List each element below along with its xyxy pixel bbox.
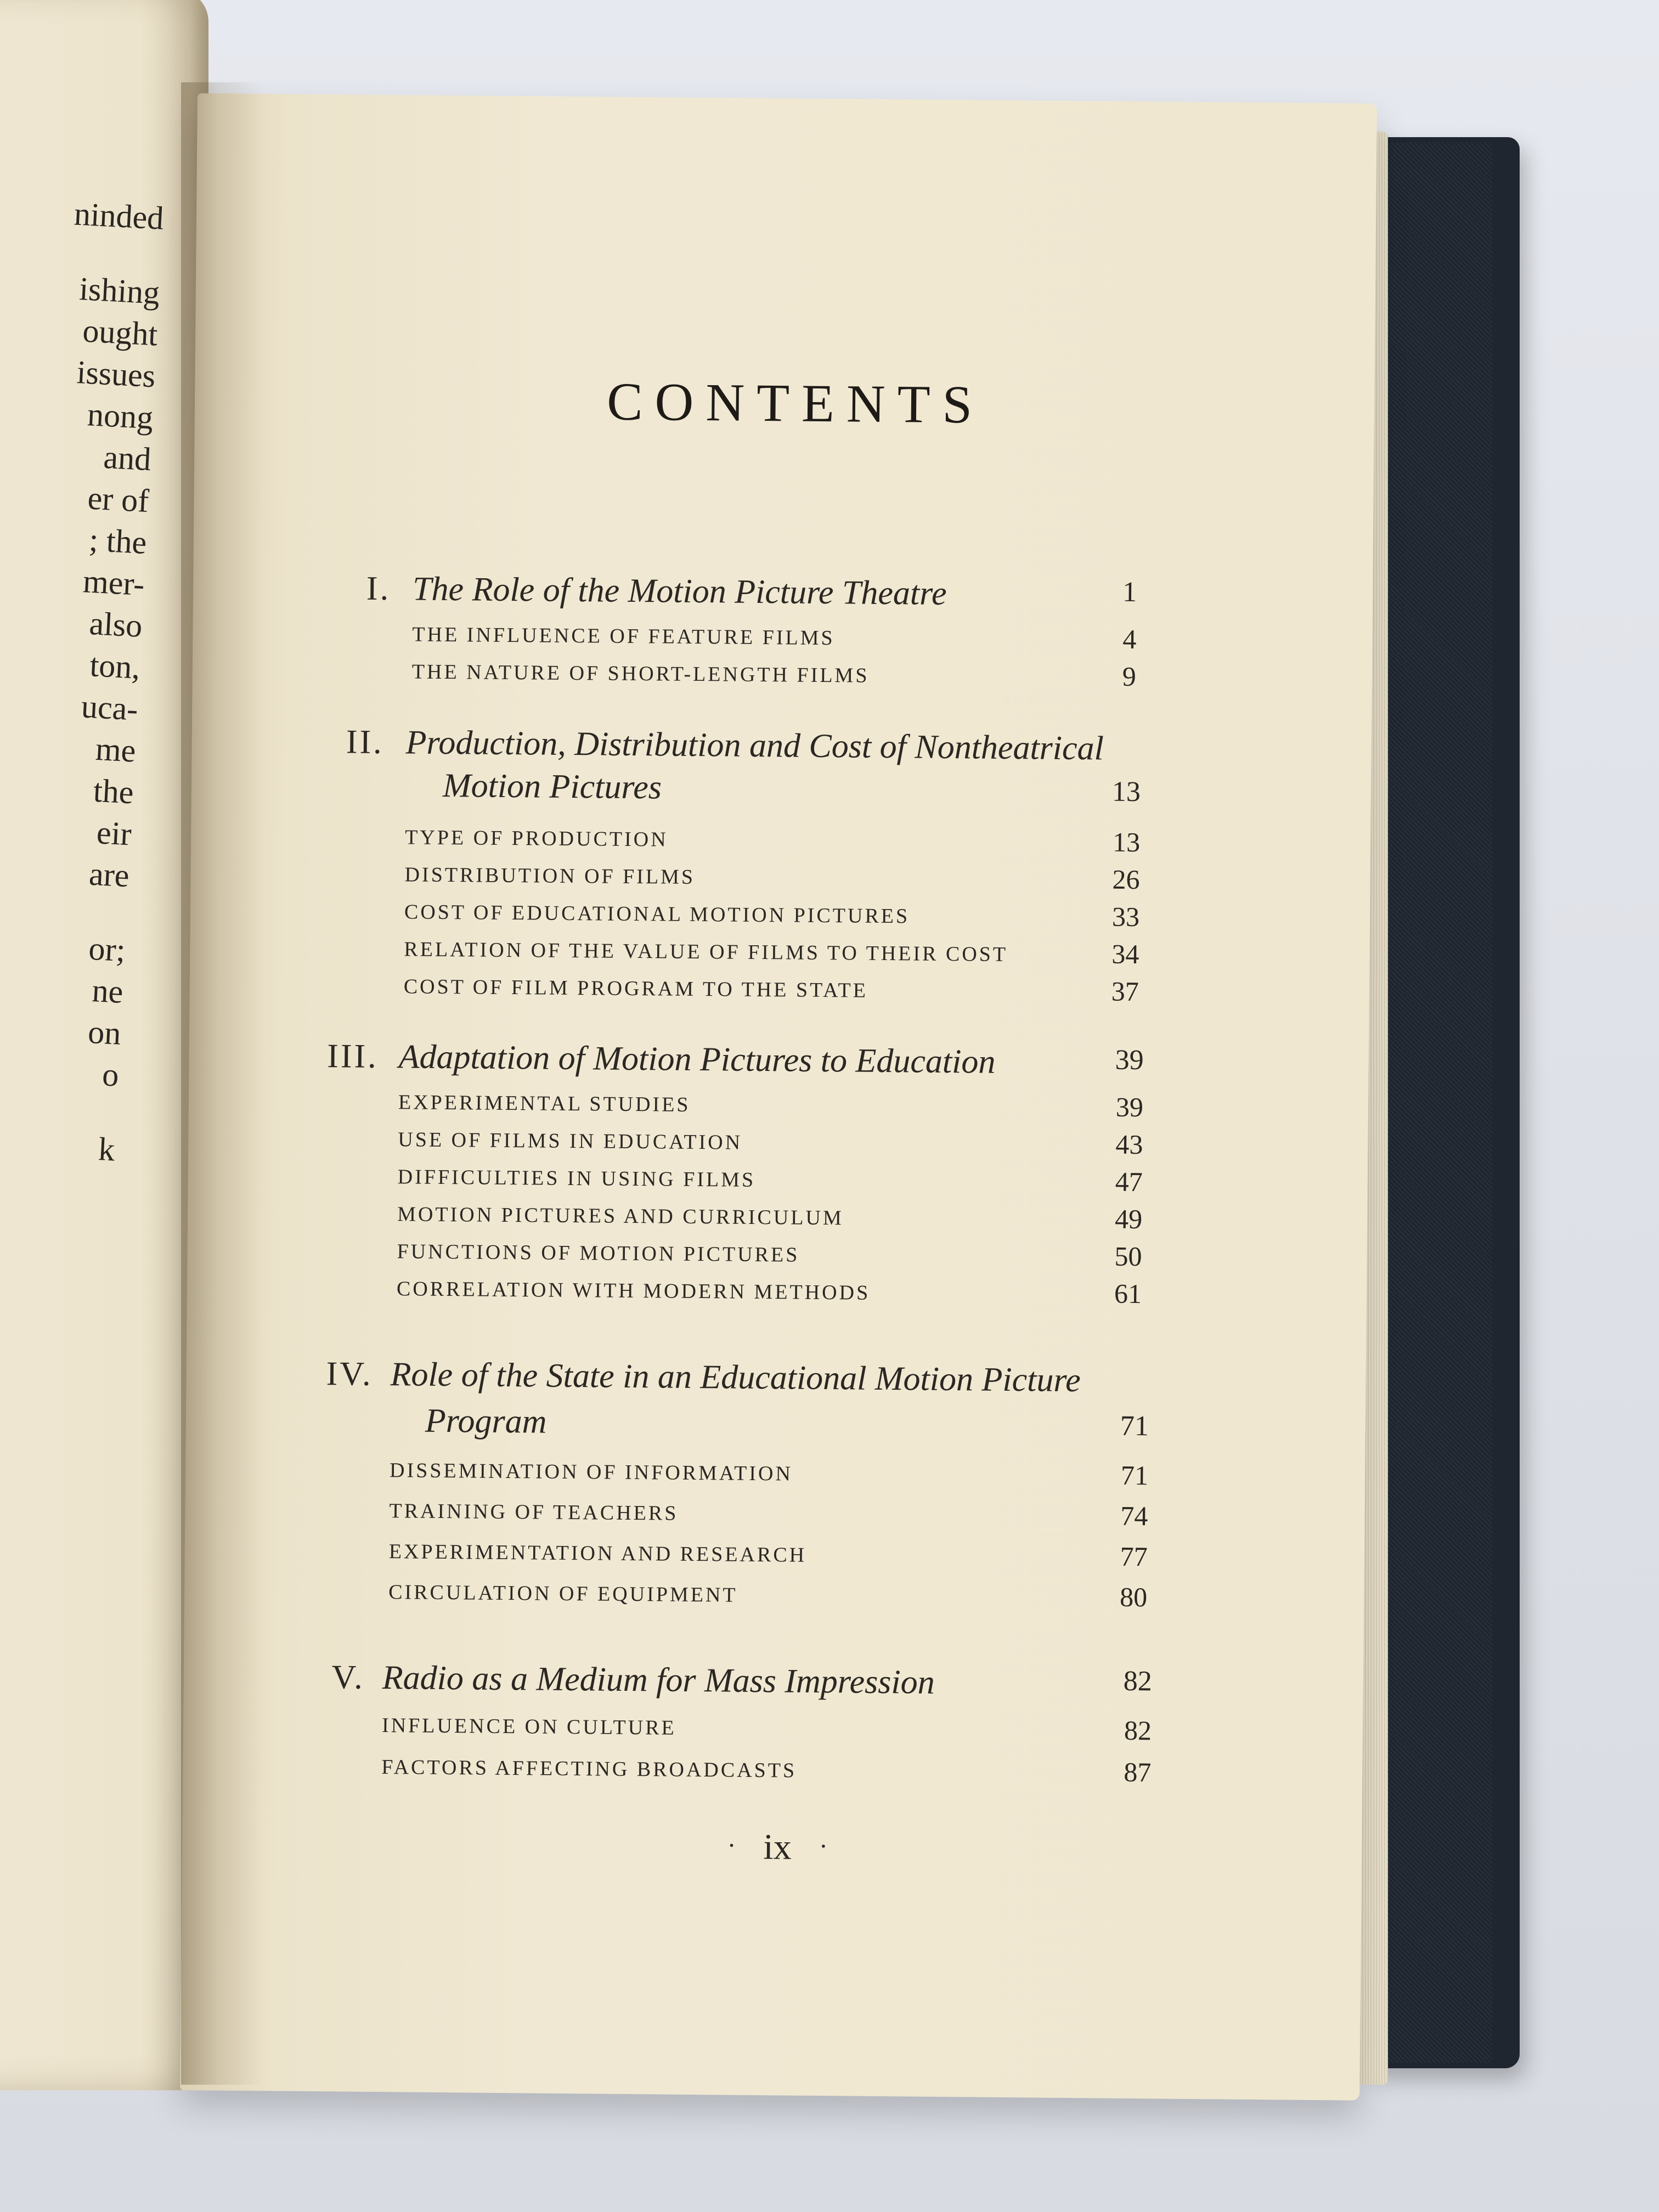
right-page bbox=[180, 93, 1377, 2101]
left-page-line: eir bbox=[95, 814, 132, 853]
chapter-page-number: 1 bbox=[1122, 576, 1137, 608]
left-page-line: ishing bbox=[78, 270, 161, 311]
section-label: DIFFICULTIES IN USING FILMS bbox=[397, 1165, 756, 1192]
folio-dot-right: · bbox=[819, 1832, 828, 1861]
section-label: INFLUENCE ON CULTURE bbox=[381, 1714, 676, 1740]
chapter-numeral: I. bbox=[366, 569, 391, 608]
table-of-contents bbox=[180, 93, 1377, 2101]
chapter-title: The Role of the Motion Picture Theatre bbox=[412, 570, 947, 612]
section-page-number: 4 bbox=[1122, 623, 1137, 654]
left-page-line: ton, bbox=[88, 647, 141, 686]
left-page-line: k bbox=[97, 1131, 116, 1168]
chapter-2 bbox=[189, 721, 1372, 1020]
section-page-number: 61 bbox=[1114, 1278, 1142, 1310]
section-page-number: 26 bbox=[1112, 864, 1140, 895]
chapter-numeral: V. bbox=[331, 1658, 365, 1696]
section-label: FACTORS AFFECTING BROADCASTS bbox=[381, 1756, 797, 1782]
section-label: COST OF FILM PROGRAM TO THE STATE bbox=[403, 975, 868, 1002]
chapter-page-number: 82 bbox=[1123, 1665, 1153, 1697]
section-label: EXPERIMENTAL STUDIES bbox=[398, 1091, 691, 1116]
chapter-title-line2: Program bbox=[425, 1402, 547, 1441]
left-page-line: ought bbox=[81, 312, 159, 353]
section-page-number: 74 bbox=[1120, 1500, 1148, 1532]
chapter-title: Production, Distribution and Cost of Nontheatrical bbox=[405, 724, 1104, 768]
section-page-number: 71 bbox=[1120, 1459, 1149, 1491]
gutter-shadow bbox=[181, 82, 263, 2085]
chapter-4 bbox=[184, 1353, 1366, 1629]
left-page-line: the bbox=[92, 772, 134, 811]
chapter-title: Radio as a Medium for Mass Impression bbox=[382, 1659, 935, 1701]
left-page-line: uca- bbox=[80, 688, 139, 727]
folio-number: ix bbox=[763, 1827, 792, 1867]
section-page-number: 50 bbox=[1114, 1240, 1142, 1272]
section-page-number: 9 bbox=[1122, 661, 1137, 692]
chapter-title-line2: Motion Pictures bbox=[442, 766, 662, 806]
chapter-numeral: II. bbox=[346, 723, 384, 761]
section-label: CORRELATION WITH MODERN METHODS bbox=[396, 1277, 871, 1305]
section-page-number: 49 bbox=[1114, 1203, 1143, 1235]
left-page-line: ne bbox=[91, 972, 124, 1010]
left-page-line: ; the bbox=[88, 521, 148, 561]
section-page-number: 47 bbox=[1115, 1166, 1143, 1198]
chapter-numeral: III. bbox=[326, 1037, 379, 1075]
section-label: CIRCULATION OF EQUIPMENT bbox=[388, 1581, 738, 1607]
left-page-line: issues bbox=[76, 354, 156, 394]
section-page-number: 33 bbox=[1111, 901, 1140, 933]
left-page-line: er of bbox=[86, 479, 150, 520]
section-page-number: 82 bbox=[1124, 1714, 1152, 1746]
book-cover bbox=[1366, 137, 1520, 2068]
chapter-3 bbox=[187, 1036, 1369, 1323]
left-page-gap bbox=[71, 234, 162, 272]
left-page-gap bbox=[37, 892, 128, 929]
section-label: THE INFLUENCE OF FEATURE FILMS bbox=[412, 623, 835, 650]
page-title: CONTENTS bbox=[606, 372, 985, 435]
left-page-text bbox=[24, 193, 165, 1170]
section-label: RELATION OF THE VALUE OF FILMS TO THEIR COST bbox=[404, 938, 1008, 966]
left-page-line: or; bbox=[87, 930, 126, 969]
chapter-page-number: 13 bbox=[1111, 776, 1141, 808]
section-page-number: 87 bbox=[1124, 1756, 1152, 1788]
section-label: THE NATURE OF SHORT-LENGTH FILMS bbox=[411, 660, 870, 687]
folio-dot-left: · bbox=[727, 1831, 736, 1860]
chapter-1 bbox=[192, 568, 1373, 706]
left-page-gap bbox=[26, 1091, 117, 1128]
left-page-line: ninded bbox=[73, 195, 165, 236]
section-page-number: 43 bbox=[1115, 1128, 1143, 1160]
section-label: USE OF FILMS IN EDUCATION bbox=[398, 1128, 743, 1154]
chapter-numeral: IV. bbox=[326, 1355, 373, 1393]
section-label: EXPERIMENTATION AND RESEARCH bbox=[388, 1540, 807, 1567]
section-label: DISTRIBUTION OF FILMS bbox=[404, 863, 696, 889]
left-page-line: on bbox=[87, 1013, 122, 1052]
section-page-number: 77 bbox=[1120, 1541, 1148, 1572]
left-page bbox=[0, 0, 208, 2090]
chapter-page-number: 71 bbox=[1120, 1410, 1149, 1442]
left-page-line: o bbox=[101, 1056, 120, 1093]
section-page-number: 39 bbox=[1115, 1091, 1144, 1123]
chapter-page-number: 39 bbox=[1115, 1044, 1144, 1076]
section-label: FUNCTIONS OF MOTION PICTURES bbox=[397, 1240, 800, 1267]
section-page-number: 80 bbox=[1119, 1581, 1148, 1613]
section-label: MOTION PICTURES AND CURRICULUM bbox=[397, 1203, 844, 1230]
left-page-line: me bbox=[94, 730, 137, 769]
chapter-title: Adaptation of Motion Pictures to Education bbox=[398, 1038, 996, 1081]
section-page-number: 37 bbox=[1111, 975, 1139, 1007]
section-page-number: 13 bbox=[1112, 826, 1141, 858]
left-page-line: and bbox=[102, 438, 152, 478]
section-label: DISSEMINATION OF INFORMATION bbox=[389, 1459, 793, 1486]
left-page-line: are bbox=[88, 855, 130, 894]
section-label: TYPE OF PRODUCTION bbox=[404, 826, 668, 851]
left-page-line: also bbox=[88, 605, 143, 644]
chapter-title: Role of the State in an Educational Motion Picture bbox=[390, 1356, 1081, 1400]
section-page-number: 34 bbox=[1111, 938, 1139, 970]
left-page-line: mer- bbox=[82, 563, 145, 602]
chapter-5 bbox=[183, 1657, 1363, 1805]
left-page-line: nong bbox=[86, 396, 154, 436]
page-folio bbox=[193, 1821, 1362, 1874]
section-label: COST OF EDUCATIONAL MOTION PICTURES bbox=[404, 900, 910, 928]
section-label: TRAINING OF TEACHERS bbox=[389, 1499, 679, 1525]
